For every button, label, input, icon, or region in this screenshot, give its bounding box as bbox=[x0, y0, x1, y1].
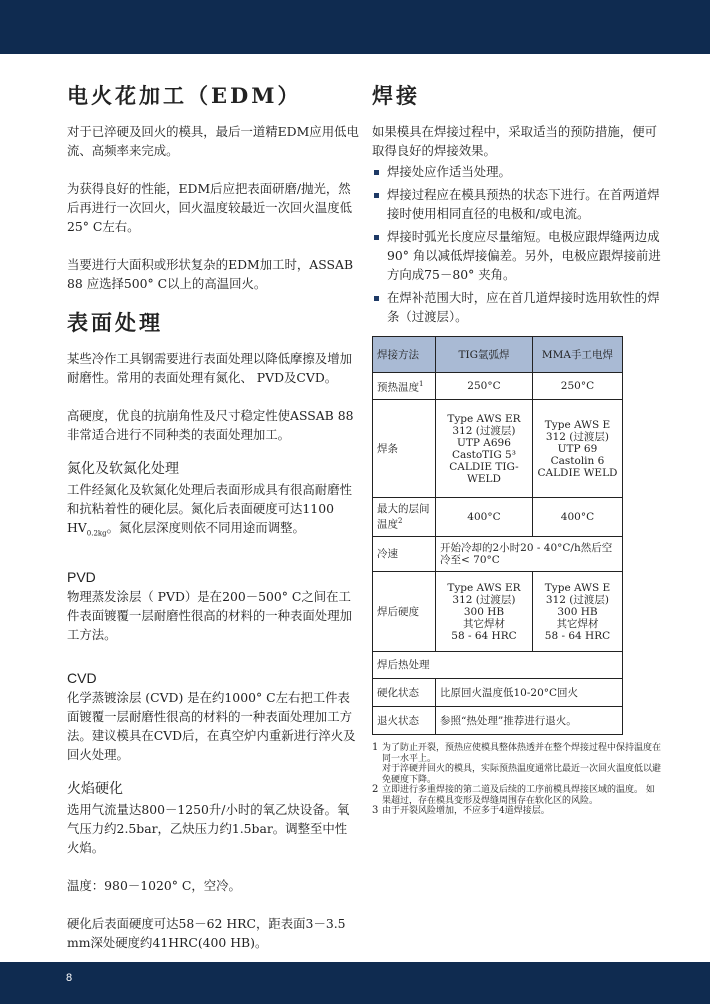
table-header: MMA手工电焊 bbox=[532, 337, 622, 373]
surface-paragraph: 某些冷作工具钢需要进行表面处理以降低摩擦及增加耐磨性。常用的表面处理有氮化、 PVD及CVD。 bbox=[67, 351, 352, 385]
list-item: 在焊补范围大时，应在首几道焊接时选用软性的焊条（过渡层）。 bbox=[372, 288, 662, 326]
table-row: 退火状态 参照“热处理”推荐进行退火。 bbox=[373, 707, 623, 735]
welding-heading: 焊接 bbox=[372, 83, 420, 108]
list-item: 焊接时弧光长度应尽量缩短。电极应跟焊缝两边成90° 角以减低焊接偏差。另外，电极应跟焊接前进方向成75－80° 夹角。 bbox=[372, 227, 662, 284]
footnote: 3 由于开裂风险增加，不应多于4道焊接层。 bbox=[372, 805, 550, 816]
pvd-paragraph: 物理蒸发涂层（ PVD）是在200－500° C之间在工件表面镀覆一层耐磨性很高的材料的一种表面处理加工方法。 bbox=[67, 589, 352, 643]
surface-paragraph: 高硬度，优良的抗崩角性及尺寸稳定性使ASSAB 88非常适合进行不同种类的表面处理加工。 bbox=[67, 408, 354, 442]
header-band bbox=[0, 0, 710, 54]
table-row: 焊后热处理 bbox=[373, 652, 623, 679]
nitriding-paragraph: 工件经氮化及软氮化处理后表面形成具有很高耐磨性和抗粘着性的硬化层。氮化后表面硬度可达1100 $HV_{0.2kg}$。氮化层深度则依不同用途而调整。 bbox=[67, 482, 352, 538]
footnote: 对于淬硬并回火的模具，实际预热温度通常比最近一次回火温度低以避免硬度下降。 bbox=[382, 764, 662, 785]
right-column bbox=[372, 80, 662, 817]
flame-paragraph: 选用气流量达800－1250升/小时的氧乙炔设备。氧气压力约2.5bar，乙炔压力约1.5bar。调整至中性火焰。 bbox=[67, 802, 350, 856]
flame-paragraph: 温度：980－1020° C，空冷。 bbox=[67, 878, 241, 894]
table-row: 焊后硬度 Type AWS ER 312 (过渡层) 300 HB 其它焊材 58 - 64 HRC Type AWS E 312 (过渡层) 300 HB 其它焊材 58 - 64 HRC bbox=[373, 572, 623, 652]
left-column bbox=[67, 80, 359, 971]
table-row: 硬化状态 比原回火温度低10-20°C回火 bbox=[373, 679, 623, 707]
footnote: 1 为了防止开裂，预热应使模具整体热透并在整个焊接过程中保持温度在同一水平上。 bbox=[372, 742, 662, 764]
surface-heading: 表面处理 bbox=[67, 310, 163, 335]
edm-paragraph: 为获得良好的性能，EDM后应把表面研磨/抛光，然后再进行一次回火，回火温度较最近一次回火温度低25° C左右。 bbox=[67, 181, 352, 234]
welding-intro: 如果模具在焊接过程中，采取适当的预防措施，便可取得良好的焊接效果。 bbox=[372, 124, 657, 158]
table-row: 冷速 开始冷却的2小时20 - 40°C/h然后空冷至< 70°C bbox=[373, 537, 623, 572]
nitriding-heading: 氮化及软氮化处理 bbox=[67, 460, 179, 476]
flame-heading: 火焰硬化 bbox=[67, 780, 123, 797]
footer-band bbox=[0, 962, 710, 1004]
footnotes bbox=[372, 743, 662, 817]
welding-bullets bbox=[372, 162, 662, 326]
list-item: 焊接过程应在模具预热的状态下进行。在首两道焊接时使用相同直径的电极和/或电流。 bbox=[372, 185, 662, 223]
welding-table bbox=[372, 336, 623, 735]
table-row: 预热温度$^1$ 250°C 250°C bbox=[373, 373, 623, 400]
cvd-heading: CVD bbox=[67, 670, 97, 687]
edm-paragraph: 当要进行大面积或形状复杂的EDM加工时，ASSAB 88 应选择500° C以上的高温回火。 bbox=[67, 257, 354, 291]
pvd-heading: PVD bbox=[67, 569, 96, 586]
page-number: 8 bbox=[66, 972, 73, 984]
table-header: 焊接方法 bbox=[373, 337, 436, 373]
flame-paragraph: 硬化后表面硬度可达58－62 HRC，距表面3－3.5 mm深处硬度约41HRC(400 HB)。 bbox=[67, 916, 346, 951]
list-item: 焊接处应作适当处理。 bbox=[372, 162, 662, 181]
cvd-paragraph: 化学蒸镀涂层 (CVD) 是在约1000° C左右把工件表面镀覆一层耐磨性很高的材料的一种表面处理加工方法。建议模具在CVD后，在真空炉内重新进行淬火及回火处理。 bbox=[67, 690, 356, 763]
edm-heading: 电火花加工（EDM） bbox=[67, 83, 302, 108]
table-row: 焊条 Type AWS ER 312 (过渡层) UTP A696 CastoTIG 5³ CALDIE TIG-WELD Type AWS E 312 (过渡层) UTP 69 Castolin 6 CALDIE WELD bbox=[373, 400, 623, 498]
table-row: 最大的层间温度$^2$ 400°C 400°C bbox=[373, 498, 623, 537]
footnote: 2 立即进行多重焊接的第二道及后续的工序前模具焊接区域的温度。 如果超过，存在模具变形及焊缝周围存在软化区的风险。 bbox=[372, 784, 655, 806]
table-header-row bbox=[373, 337, 623, 373]
edm-paragraph: 对于已淬硬及回火的模具，最后一道精EDM应用低电流、高频率来完成。 bbox=[67, 124, 359, 158]
table-header: TIG氩弧焊 bbox=[436, 337, 533, 373]
